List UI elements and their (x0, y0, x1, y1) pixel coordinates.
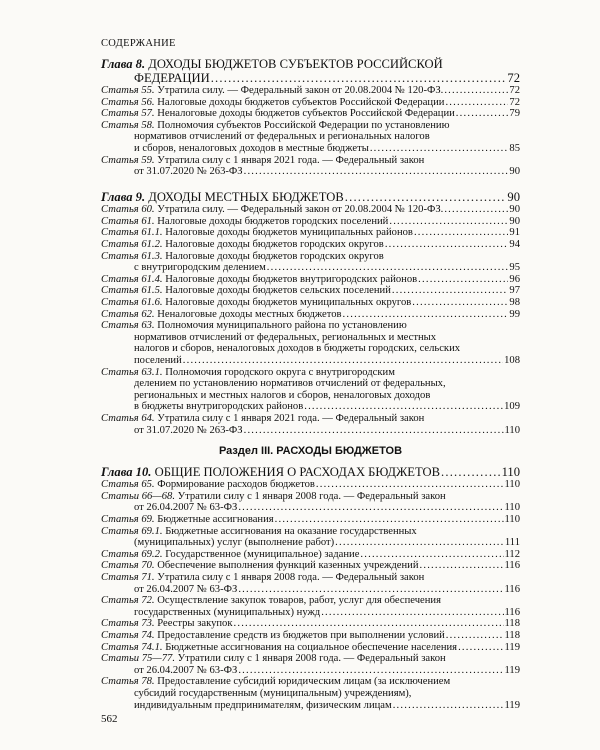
toc-entry[interactable] (101, 285, 520, 297)
toc-entry[interactable] (101, 642, 520, 654)
entry-page-number: 79 (509, 108, 520, 120)
entry-page-number: 118 (504, 618, 520, 630)
toc-line (101, 584, 520, 596)
dot-leader (392, 285, 509, 297)
entry-page-number: 112 (504, 548, 520, 560)
toc-line (101, 642, 520, 654)
toc-entry[interactable] (101, 97, 520, 109)
toc-line (101, 108, 520, 120)
toc-line (101, 131, 520, 143)
entry-title: нормативов отчислений от федеральных, региональных и местных (134, 331, 437, 343)
entry-title: (муниципальных) услуг (выполнение работ) (134, 537, 335, 549)
toc-line (101, 479, 520, 491)
entry-label: Статья 61.3. (101, 250, 163, 262)
dot-leader (343, 309, 509, 321)
page-number: 562 (101, 713, 118, 725)
toc-entry[interactable] (101, 309, 520, 321)
toc-line (101, 227, 520, 239)
entry-title: Утратила силу с 1 января 2021 года. — Федеральный закон (157, 154, 425, 166)
entry-label: Глава 8. (101, 57, 146, 71)
dot-leader (345, 191, 507, 205)
entry-page-number: 118 (504, 629, 520, 641)
entry-title: субсидий государственным (муниципальным) учреждениям), (134, 687, 412, 699)
entry-page-number: 72 (509, 85, 520, 96)
toc-chapter[interactable] (101, 191, 520, 205)
toc-entry[interactable] (101, 653, 520, 676)
entry-title: Бюджетные ассигнования на социальное обеспечение населения (165, 641, 458, 653)
dot-leader (321, 607, 503, 619)
entry-label: Статья 59. (101, 154, 155, 166)
toc-line (101, 700, 520, 712)
entry-page-number: 72 (507, 70, 520, 85)
entry-title: с внутригородским делением (134, 262, 266, 274)
entry-title: нормативов отчислений от федеральных и региональных налогов (134, 131, 430, 143)
toc-line (101, 630, 520, 642)
entry-page-number: 116 (504, 583, 520, 595)
entry-title: Полномочия муниципального района по установлению (157, 320, 407, 332)
entry-page-number: 116 (504, 606, 520, 618)
entry-label: Статья 71. (101, 571, 155, 583)
dot-leader (441, 466, 501, 480)
toc-entry[interactable] (101, 120, 520, 155)
toc-line (101, 367, 520, 379)
entry-page-number: 116 (504, 560, 520, 572)
entry-page-number: 110 (504, 479, 520, 491)
toc-line (101, 607, 520, 619)
toc-line (101, 72, 520, 86)
entry-title: в бюджеты внутригородских районов (134, 401, 304, 413)
toc-entry[interactable] (101, 618, 520, 630)
toc-entry[interactable] (101, 560, 520, 572)
entry-title: Налоговые доходы бюджетов городских округов (165, 250, 384, 262)
entry-title: ДОХОДЫ БЮДЖЕТОВ СУБЪЕКТОВ РОССИЙСКОЙ (148, 57, 443, 71)
entry-title: ОБЩИЕ ПОЛОЖЕНИЯ О РАСХОДАХ БЮДЖЕТОВ (154, 464, 441, 479)
entry-label: Статья 78. (101, 676, 155, 688)
toc-line (101, 378, 520, 390)
entry-page-number: 72 (509, 96, 520, 108)
entry-title: Утратили силу с 1 января 2008 года. — Федеральный закон (177, 490, 446, 502)
entry-page-number: 90 (507, 189, 520, 204)
dot-leader (420, 560, 504, 572)
toc-line (101, 297, 520, 309)
toc-line (101, 285, 520, 297)
entry-label: Статья 62. (101, 308, 155, 320)
entry-page-number: 90 (509, 166, 520, 178)
toc-line (101, 526, 520, 538)
entry-title: Бюджетные ассигнования (157, 514, 274, 525)
entry-label: Статьи 75—77. (101, 653, 175, 665)
entry-title: Обеспечение выполнения функций казенных учреждений (157, 560, 419, 572)
entry-title: от 31.07.2020 № 263-ФЗ (134, 424, 243, 436)
spacer (101, 178, 520, 191)
entry-label: Статья 55. (101, 85, 155, 96)
toc-line (101, 120, 520, 132)
dot-leader (393, 700, 504, 712)
entry-label: Статья 60. (101, 204, 155, 216)
toc-line (101, 502, 520, 514)
entry-title: региональных и местных налогов и сборов, неналоговых доходов (134, 389, 431, 401)
dot-leader (444, 85, 508, 97)
entry-page-number: 96 (509, 273, 520, 285)
entry-title: от 26.04.2007 № 63-ФЗ (134, 664, 238, 676)
entry-label: Статья 72. (101, 595, 155, 607)
entry-label: Статья 69. (101, 514, 155, 525)
dot-leader (238, 584, 503, 596)
toc-entry[interactable] (101, 413, 520, 436)
entry-page-number: 90 (509, 204, 520, 216)
entry-page-number: 110 (504, 514, 520, 525)
toc-entry[interactable] (101, 595, 520, 618)
entry-page-number: 110 (504, 424, 520, 436)
toc-line (101, 355, 520, 367)
toc-entry[interactable] (101, 367, 520, 413)
toc-line (101, 688, 520, 700)
toc-line (101, 97, 520, 109)
entry-label: Статьи 66—68. (101, 490, 175, 502)
toc-entry[interactable] (101, 630, 520, 642)
entry-label: Статья 69.2. (101, 548, 163, 560)
toc-entry[interactable] (101, 526, 520, 549)
entry-title: Неналоговые доходы местных бюджетов (157, 308, 342, 320)
toc-line (101, 274, 520, 286)
entry-title: Утратила силу. — Федеральный закон от 20.08.2004 № 120-ФЗ. (157, 204, 444, 216)
entry-title: ФЕДЕРАЦИИ (134, 70, 210, 85)
running-header: СОДЕРЖАНИЕ (101, 38, 176, 49)
entry-page-number: 110 (504, 502, 520, 514)
entry-page-number: 95 (509, 262, 520, 274)
dot-leader (412, 297, 508, 309)
entry-title: налогов и сборов, неналоговых доходов в бюджеты городских, сельских (134, 343, 461, 355)
dot-leader (446, 630, 504, 642)
entry-label: Статья 63. (101, 320, 155, 332)
entry-label: Статья 61. (101, 215, 155, 227)
toc-line (101, 239, 520, 251)
entry-title: Налоговые доходы бюджетов городских поселений (157, 215, 389, 227)
entry-title: ДОХОДЫ МЕСТНЫХ БЮДЖЕТОВ (148, 189, 344, 204)
toc-entry[interactable] (101, 239, 520, 251)
entry-title: Налоговые доходы бюджетов внутригородских районов (165, 273, 418, 285)
dot-leader (444, 204, 508, 216)
entry-page-number: 91 (509, 227, 520, 239)
entry-title: поселений (134, 354, 182, 366)
toc-line (101, 309, 520, 321)
toc-line (101, 560, 520, 572)
toc-entry[interactable] (101, 108, 520, 120)
toc-entry[interactable] (101, 491, 520, 514)
entry-title: Налоговые доходы бюджетов городских округов (165, 239, 384, 251)
toc-line (101, 332, 520, 344)
dot-leader (238, 665, 503, 677)
entry-title: Предоставление средств из бюджетов при выполнении условий (157, 629, 445, 641)
toc-entry[interactable] (101, 514, 520, 526)
dot-leader (389, 216, 508, 228)
toc-entry[interactable] (101, 479, 520, 491)
entry-page-number: 119 (504, 699, 520, 711)
toc-entry[interactable] (101, 297, 520, 309)
toc-line (101, 676, 520, 688)
toc-line (101, 466, 520, 480)
dot-leader (385, 239, 509, 251)
entry-label: Статья 73. (101, 618, 155, 630)
entry-label: Статья 61.1. (101, 227, 163, 239)
toc-entry[interactable] (101, 216, 520, 228)
entry-page-number: 98 (509, 297, 520, 308)
dot-leader (316, 479, 504, 491)
entry-page-number: 110 (501, 464, 520, 479)
entry-page-number: 90 (509, 215, 520, 227)
entry-title: от 31.07.2020 № 263-ФЗ (134, 166, 243, 178)
entry-label: Статья 70. (101, 560, 155, 572)
toc-line (101, 572, 520, 584)
entry-label: Статья 58. (101, 119, 155, 131)
toc-line (101, 549, 520, 561)
entry-label: Статья 74.1. (101, 641, 163, 653)
entry-label: Статья 61.6. (101, 297, 163, 308)
toc-line (101, 665, 520, 677)
entry-label: Статья 57. (101, 108, 155, 120)
entry-title: Утратила силу с 1 января 2008 года. — Федеральный закон (157, 571, 425, 583)
entry-label: Статья 69.1. (101, 525, 163, 537)
dot-leader (360, 549, 503, 561)
toc-line (101, 537, 520, 549)
toc-line (101, 618, 520, 630)
entry-label: Глава 9. (101, 189, 146, 204)
toc-line (101, 204, 520, 216)
toc-line (101, 58, 520, 72)
entry-page-number: 109 (504, 401, 520, 413)
toc-entry[interactable] (101, 251, 520, 274)
entry-title: от 26.04.2007 № 63-ФЗ (134, 583, 238, 595)
toc-chapter[interactable] (101, 466, 520, 480)
entry-title: Утратили силу с 1 января 2008 года. — Федеральный закон (177, 653, 446, 665)
entry-title: государственных (муниципальных) нужд (134, 606, 321, 618)
entry-page-number: 99 (509, 308, 520, 320)
dot-leader (275, 514, 504, 526)
dot-leader (370, 143, 509, 155)
toc-line (101, 491, 520, 503)
entry-label: Статья 64. (101, 412, 155, 424)
toc-line (101, 425, 520, 437)
toc-entry[interactable] (101, 227, 520, 239)
toc-line (101, 413, 520, 425)
toc-line (101, 653, 520, 665)
toc-entry[interactable] (101, 572, 520, 595)
entry-title: Полномочия городского округа с внутригородским (165, 366, 395, 378)
dot-leader (211, 72, 507, 86)
entry-title: Налоговые доходы бюджетов муниципальных округов (165, 297, 412, 308)
entry-title: Реестры закупок (157, 618, 233, 630)
toc-line (101, 216, 520, 228)
entry-title: Утратила силу. — Федеральный закон от 20.08.2004 № 120-ФЗ. (157, 85, 444, 96)
entry-label: Статья 74. (101, 629, 155, 641)
dot-leader (238, 502, 503, 514)
dot-leader (456, 108, 509, 120)
entry-page-number: 85 (509, 142, 520, 154)
dot-leader (335, 537, 504, 549)
dot-leader (267, 262, 509, 274)
entry-title: Формирование расходов бюджетов (157, 479, 315, 491)
dot-leader (418, 274, 508, 286)
entry-title: Налоговые доходы бюджетов сельских поселений (165, 285, 391, 297)
entry-title: Утратила силу с 1 января 2021 года. — Федеральный закон (157, 412, 425, 424)
toc-chapter[interactable] (101, 58, 520, 85)
entry-title: Неналоговые доходы бюджетов субъектов Российской Федерации (157, 108, 455, 120)
entry-title: Налоговые доходы бюджетов субъектов Российской Федерации (157, 96, 445, 108)
toc-line (101, 251, 520, 263)
toc-line (101, 262, 520, 274)
toc-line (101, 401, 520, 413)
entry-title: Предоставление субсидий юридическим лицам (за исключением (157, 676, 451, 688)
entry-title: индивидуальным предпринимателям, физическим лицам (134, 699, 392, 711)
toc-line (101, 85, 520, 97)
entry-title: Государственное (муниципальное) задание (165, 548, 360, 560)
toc-line (101, 155, 520, 167)
entry-label: Статья 61.4. (101, 273, 163, 285)
entry-label: Статья 61.2. (101, 239, 163, 251)
entry-page-number: 97 (509, 285, 520, 297)
entry-label: Статья 63.1. (101, 366, 163, 378)
dot-leader (458, 642, 503, 654)
toc-line (101, 143, 520, 155)
toc-entry[interactable] (101, 155, 520, 178)
dot-leader (234, 618, 504, 630)
toc-line (101, 166, 520, 178)
toc-line (101, 595, 520, 607)
toc-entry[interactable] (101, 274, 520, 286)
entry-label: Глава 10. (101, 464, 152, 479)
entry-title: делением по установлению нормативов отчислений от федеральных, (134, 378, 446, 390)
toc-entry[interactable] (101, 204, 520, 216)
entry-title: Налоговые доходы бюджетов муниципальных районов (165, 227, 413, 239)
dot-leader (244, 166, 509, 178)
entry-label: Статья 56. (101, 96, 155, 108)
toc-entry[interactable] (101, 85, 520, 97)
entry-title: от 26.04.2007 № 63-ФЗ (134, 502, 238, 514)
entry-title: Бюджетные ассигнования на оказание государственных (165, 525, 417, 537)
entry-page-number: 119 (504, 641, 520, 653)
entry-label: Статья 65. (101, 479, 155, 491)
section-heading: Раздел III. РАСХОДЫ БЮДЖЕТОВ (218, 445, 403, 458)
entry-page-number: 94 (509, 239, 520, 251)
entry-title: Полномочия субъектов Российской Федерации по установлению (157, 119, 450, 131)
entry-page-number: 119 (504, 664, 520, 676)
toc-line (101, 390, 520, 402)
dot-leader (244, 425, 504, 437)
entry-page-number: 111 (504, 537, 520, 549)
toc-line (101, 320, 520, 332)
toc-entry[interactable] (101, 549, 520, 561)
dot-leader (304, 401, 503, 413)
entry-title: Осуществление закупок товаров, работ, услуг для обеспечения (157, 595, 441, 607)
dot-leader (183, 355, 503, 367)
entry-title: и сборов, неналоговых доходов в местные бюджеты (134, 142, 369, 154)
table-of-contents (101, 58, 520, 711)
dot-leader (414, 227, 508, 239)
entry-label: Статья 61.5. (101, 285, 163, 297)
toc-entry[interactable] (101, 676, 520, 711)
dot-leader (445, 97, 508, 109)
toc-line (101, 191, 520, 205)
toc-line (101, 343, 520, 355)
entry-page-number: 108 (504, 354, 520, 366)
toc-entry[interactable] (101, 320, 520, 366)
toc-line (101, 514, 520, 526)
